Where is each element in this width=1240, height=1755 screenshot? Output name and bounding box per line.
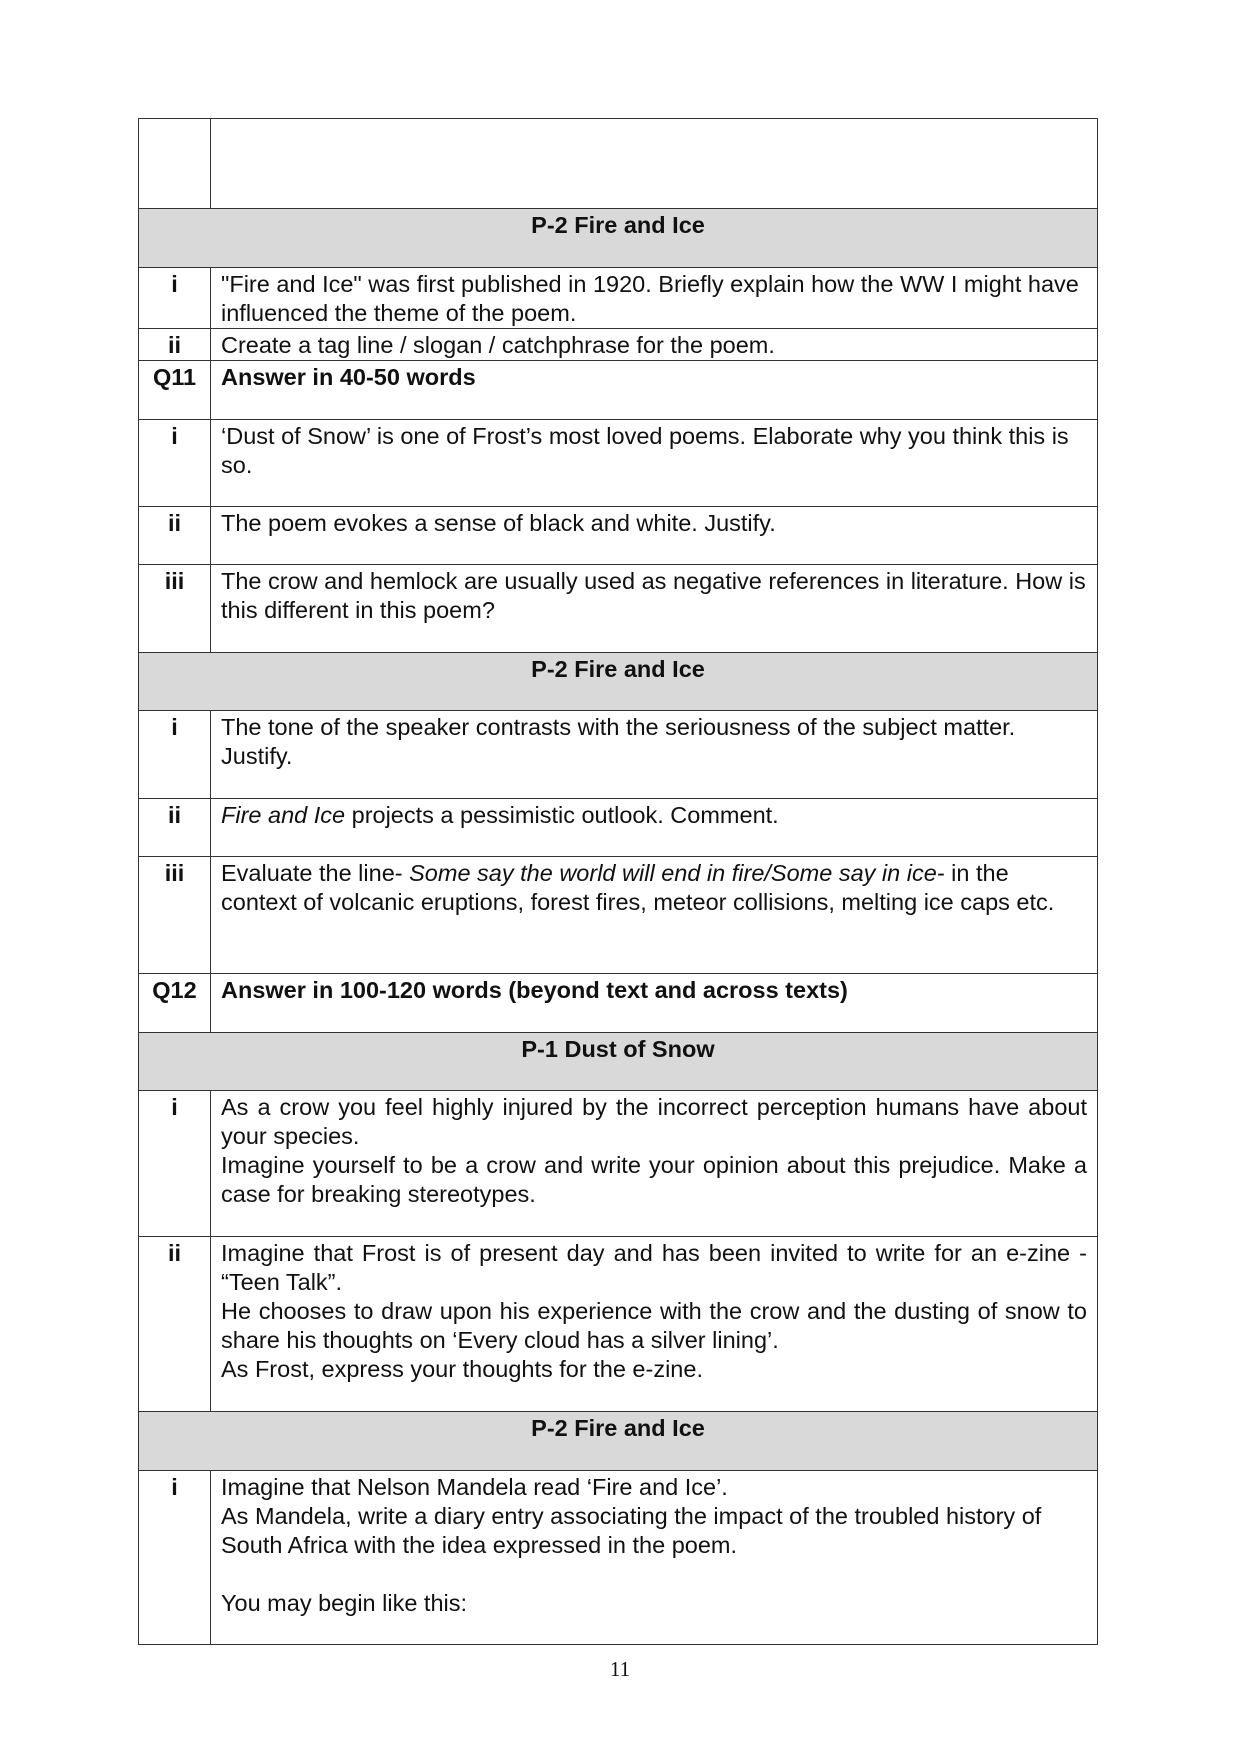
section-heading-row bbox=[139, 209, 1098, 268]
question-text: "Fire and Ice" was first published in 1920. Briefly explain how the WW I might have influenced the theme of the poem. bbox=[211, 268, 1098, 329]
question-paragraph: You may begin like this: bbox=[221, 1590, 468, 1616]
question-paragraph: As Mandela, write a diary entry associating the impact of the troubled history of South Africa with the idea expressed in the poem. bbox=[221, 1503, 1042, 1558]
question-paragraph: As a crow you feel highly injured by the incorrect perception humans have about your species. bbox=[221, 1094, 1087, 1149]
question-text-rest: projects a pessimistic outlook. Comment. bbox=[345, 802, 779, 828]
quoted-poem-line: Some say the world will end in fire/Some say in ice- bbox=[409, 860, 945, 886]
page-number: 11 bbox=[609, 1657, 631, 1681]
table-row bbox=[139, 799, 1098, 857]
question-number: ii bbox=[139, 1237, 211, 1412]
question-group-number: Q12 bbox=[139, 974, 211, 1033]
question-paragraph: Imagine that Frost is of present day and has been invited to write for an e-zine - “Teen Talk”. bbox=[221, 1240, 1087, 1295]
question-number: i bbox=[139, 1471, 211, 1645]
table-row bbox=[139, 329, 1098, 361]
question-text-rest: in the context of volcanic eruptions, forest fires, meteor collisions, melting ice caps etc. bbox=[221, 860, 1055, 915]
question-number: i bbox=[139, 420, 211, 507]
section-heading-row bbox=[139, 653, 1098, 711]
table-row bbox=[139, 711, 1098, 799]
table-row bbox=[139, 1471, 1098, 1645]
question-paragraph: As Frost, express your thoughts for the e-zine. bbox=[221, 1356, 703, 1382]
number-cell bbox=[139, 119, 211, 209]
question-group-row bbox=[139, 974, 1098, 1033]
question-number: ii bbox=[139, 799, 211, 857]
question-table bbox=[138, 118, 1098, 1645]
question-text: Create a tag line / slogan / catchphrase for the poem. bbox=[211, 329, 1098, 361]
question-text bbox=[211, 1471, 1098, 1645]
question-paragraph: Imagine yourself to be a crow and write your opinion about this prejudice. Make a case for breaking stereotypes. bbox=[221, 1152, 1087, 1207]
question-number: i bbox=[139, 711, 211, 799]
question-number: ii bbox=[139, 329, 211, 361]
table-row-blank bbox=[139, 119, 1098, 209]
section-heading: P-1 Dust of Snow bbox=[139, 1033, 1098, 1091]
section-heading: P-2 Fire and Ice bbox=[139, 209, 1098, 268]
question-paragraph: He chooses to draw upon his experience with the crow and the dusting of snow to share his thoughts on ‘Every cloud has a silver lining’. bbox=[221, 1298, 1087, 1353]
table-row bbox=[139, 565, 1098, 653]
question-group-instruction: Answer in 40-50 words bbox=[211, 361, 1098, 420]
question-text: The crow and hemlock are usually used as negative references in literature. How is this different in this poem? bbox=[211, 565, 1098, 653]
section-heading-row bbox=[139, 1412, 1098, 1471]
question-cell bbox=[211, 119, 1098, 209]
question-text bbox=[211, 799, 1098, 857]
question-group-number: Q11 bbox=[139, 361, 211, 420]
question-text bbox=[211, 1237, 1098, 1412]
table-row bbox=[139, 1237, 1098, 1412]
question-number: i bbox=[139, 268, 211, 329]
table-row bbox=[139, 1091, 1098, 1237]
question-paragraph: Imagine that Nelson Mandela read ‘Fire and Ice’. bbox=[221, 1474, 728, 1500]
table-row bbox=[139, 507, 1098, 565]
question-number: iii bbox=[139, 857, 211, 974]
question-paragraph-spacer bbox=[221, 1560, 1087, 1589]
question-text: The tone of the speaker contrasts with the seriousness of the subject matter. Justify. bbox=[211, 711, 1098, 799]
question-text: The poem evokes a sense of black and white. Justify. bbox=[211, 507, 1098, 565]
table-row bbox=[139, 857, 1098, 974]
question-number: iii bbox=[139, 565, 211, 653]
question-text-lead: Evaluate the line- bbox=[221, 860, 410, 886]
question-number: ii bbox=[139, 507, 211, 565]
question-text bbox=[211, 857, 1098, 974]
question-group-instruction: Answer in 100-120 words (beyond text and across texts) bbox=[211, 974, 1098, 1033]
question-text: ‘Dust of Snow’ is one of Frost’s most loved poems. Elaborate why you think this is so. bbox=[211, 420, 1098, 507]
question-number: i bbox=[139, 1091, 211, 1237]
table-row bbox=[139, 268, 1098, 329]
section-heading: P-2 Fire and Ice bbox=[139, 653, 1098, 711]
poem-title-italic: Fire and Ice bbox=[221, 802, 346, 828]
question-text bbox=[211, 1091, 1098, 1237]
question-group-row bbox=[139, 361, 1098, 420]
section-heading: P-2 Fire and Ice bbox=[139, 1412, 1098, 1471]
section-heading-row bbox=[139, 1033, 1098, 1091]
table-row bbox=[139, 420, 1098, 507]
